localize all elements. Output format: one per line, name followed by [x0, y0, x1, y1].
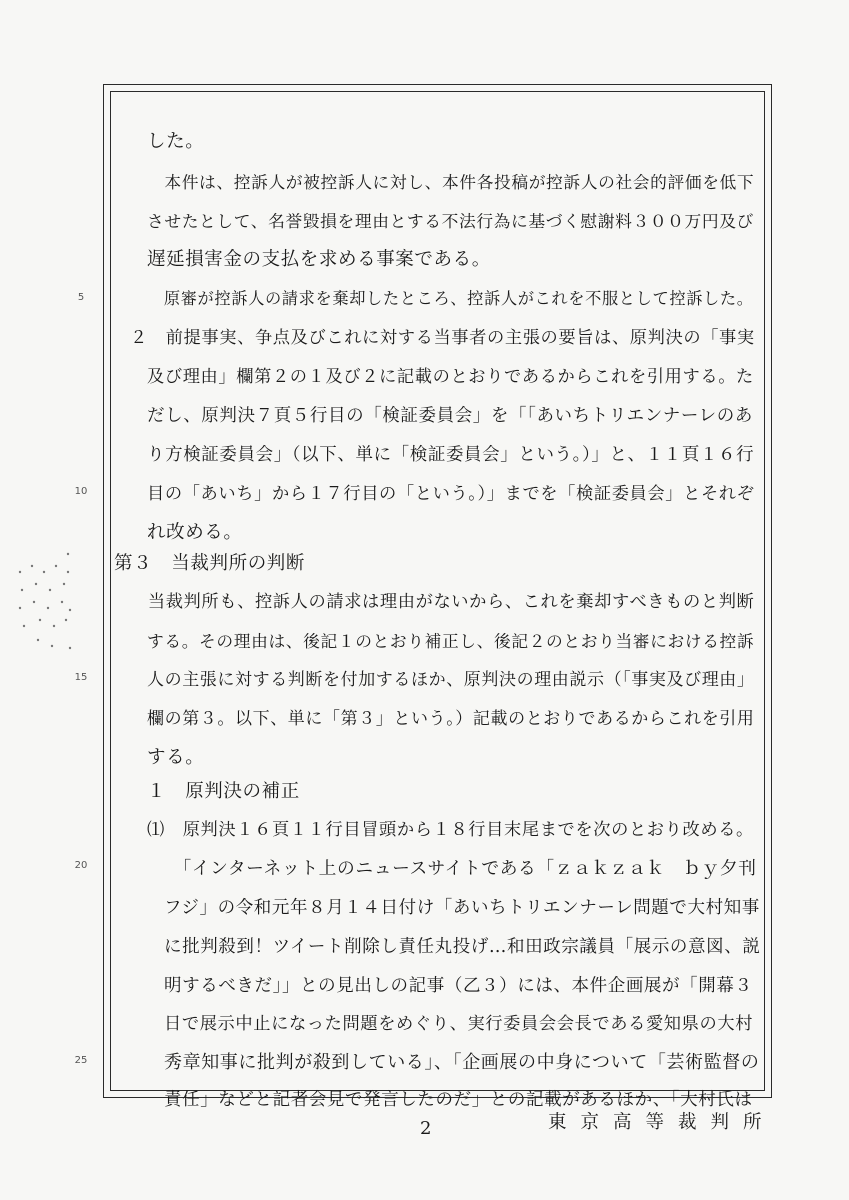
text-line: れ改める。 — [147, 522, 243, 543]
text-line: する。その理由は、後記１のとおり補正し、後記２のとおり当審における控訴 — [147, 631, 755, 651]
text-line: 欄の第３。以下、単に「第３」という。）記載のとおりであるからこれを引用 — [147, 709, 755, 729]
line-number: 20 — [74, 860, 88, 871]
line-number: 10 — [74, 486, 88, 497]
text-line: り方検証委員会」（以下、単に「検証委員会」という。）」と、１１頁１６行 — [147, 445, 755, 465]
court-name: 東京高等裁判所 — [548, 1112, 776, 1133]
text-line: 原審が控訴人の請求を棄却したところ、控訴人がこれを不服として控訴した。 — [147, 289, 754, 308]
line-number: 25 — [74, 1055, 88, 1066]
line-number: 15 — [74, 672, 88, 683]
text-line: 本件は、控訴人が被控訴人に対し、本件各投稿が控訴人の社会的評価を低下 — [147, 172, 755, 192]
text-line: 明するべきだ」」との見出しの記事（乙３）には、本件企画展が「開幕３ — [164, 976, 753, 996]
text-line: 及び理由」欄第２の１及び２に記載のとおりであるからこれを引用する。た — [147, 367, 754, 387]
subsection-heading: １ 原判決の補正 — [147, 781, 300, 802]
text-line: 「インターネット上のニュースサイトである「ｚａｋｚａｋ ｂｙ夕刊 — [164, 859, 757, 879]
text-line: 当裁判所も、控訴人の請求は理由がないから、これを棄却すべきものと判断 — [130, 592, 755, 612]
text-line: 遅延損害金の支払を求める事案である。 — [147, 249, 491, 270]
text-line: ２ 前提事実、争点及びこれに対する当事者の主張の要旨は、原判決の「事実 — [130, 328, 755, 348]
line-number: 5 — [77, 292, 85, 303]
section-heading: 第３ 当裁判所の判断 — [114, 553, 306, 574]
text-line: 人の主張に対する判断を付加するほか、原判決の理由説示（「事実及び理由」 — [147, 670, 755, 690]
text-line: させたとして、名誉毀損を理由とする不法行為に基づく慰謝料３００万円及び — [147, 211, 754, 231]
text-line: に批判殺到！ツイート削除し責任丸投げ…和田政宗議員「展示の意図、説 — [164, 937, 761, 957]
text-line: だし、原判決７頁５行目の「検証委員会」を「「あいちトリエンナーレのあ — [147, 406, 753, 426]
text-line: フジ」の令和元年８月１４日付け「あいちトリエンナーレ問題で大村知事 — [164, 898, 760, 918]
text-line: 目の「あいち」から１７行目の「という。）」までを「検証委員会」とそれぞ — [147, 484, 755, 504]
text-line: した。 — [147, 131, 205, 152]
text-line: する。 — [147, 747, 205, 768]
text-line: ⑴ 原判決１６頁１１行目冒頭から１８行目末尾までを次のとおり改める。 — [147, 820, 754, 840]
text-line: 責任」などと記者会見で発言したのだ」との記載があるほか、「大村氏は — [164, 1090, 753, 1110]
text-line: 秀章知事に批判が殺到している」、「企画展の中身について「芸術監督の — [164, 1052, 760, 1073]
text-line: 日で展示中止になった問題をめぐり、実行委員会会長である愛知県の大村 — [164, 1014, 754, 1034]
page-number: 2 — [420, 1118, 432, 1139]
